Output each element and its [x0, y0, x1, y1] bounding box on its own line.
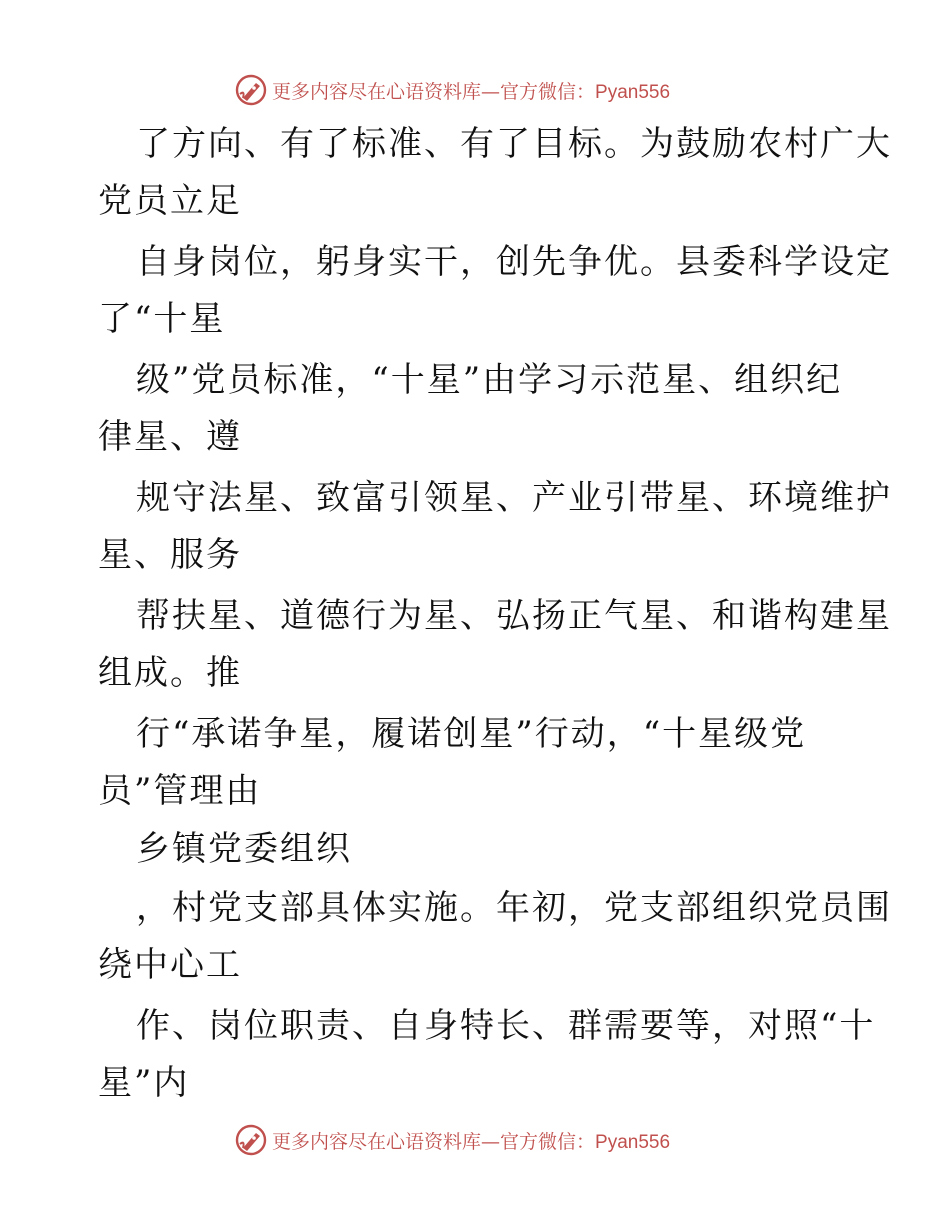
body-line: 帮扶星、道德行为星、弘扬正气星、和谐构建星 — [136, 596, 892, 636]
body-line: 规守法星、致富引领星、产业引带星、环境维护 — [136, 478, 892, 518]
body-line: 自身岗位，躬身实干，创先争优。县委科学设定 — [136, 242, 892, 282]
watermark-wechat-id: Pyan556 — [595, 81, 671, 103]
watermark-text — [272, 77, 670, 104]
footer-watermark — [234, 1122, 670, 1158]
watermark-label: 更多内容尽在心语资料库—官方微信： — [272, 80, 596, 103]
body-line: 星”内 — [98, 1063, 190, 1103]
watermark-wechat-id: Pyan556 — [595, 1131, 671, 1153]
body-line: 组成。推 — [98, 653, 242, 693]
body-line: 星、服务 — [98, 535, 242, 575]
body-line: 了方向、有了标准、有了目标。为鼓励农村广大 — [136, 124, 892, 164]
body-line: 行“承诺争星，履诺创星”行动，“十星级党 — [136, 714, 807, 754]
body-line: 绕中心工 — [98, 945, 242, 985]
body-line: 员”管理由 — [98, 771, 262, 811]
watermark-label: 更多内容尽在心语资料库—官方微信： — [272, 1130, 596, 1153]
body-line: ，村党支部具体实施。年初，党支部组织党员围 — [136, 888, 892, 928]
body-line: 乡镇党委组织 — [136, 829, 352, 869]
body-line: 级”党员标准，“十星”由学习示范星、组织纪 — [136, 360, 843, 400]
watermark-text — [272, 1127, 670, 1154]
body-line: 律星、遵 — [98, 417, 242, 457]
header-watermark — [234, 72, 670, 108]
pen-nib-logo-icon — [234, 73, 268, 107]
body-line: 党员立足 — [98, 181, 242, 221]
body-line: 作、岗位职责、自身特长、群需要等，对照“十 — [136, 1006, 876, 1046]
pen-nib-logo-icon — [234, 1123, 268, 1157]
body-line: 了“十星 — [98, 299, 226, 339]
